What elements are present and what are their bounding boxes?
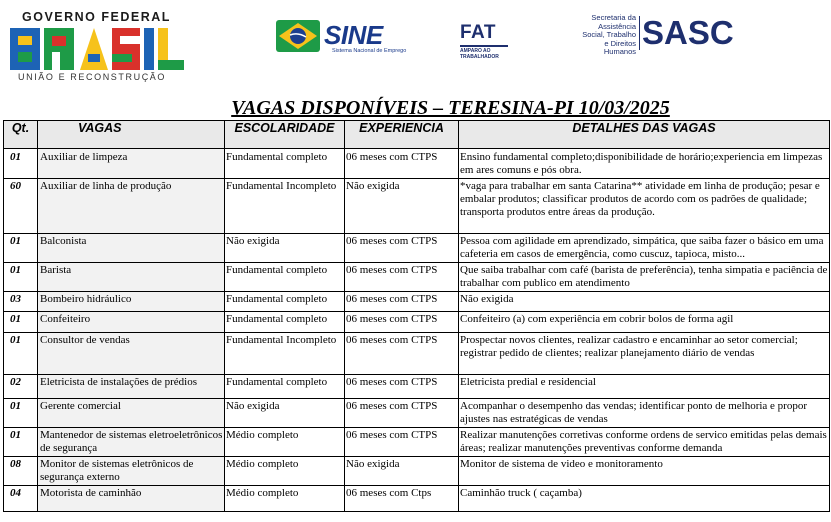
cell-vaga: Mantenedor de sistemas eletroeletrônicos de segurança	[38, 428, 225, 457]
table-row	[4, 292, 830, 312]
cell-vaga: Auxiliar de limpeza	[38, 149, 225, 179]
table-row	[4, 428, 830, 457]
table-row	[4, 179, 830, 234]
cell-qt: 01	[4, 428, 38, 457]
table-row	[4, 399, 830, 428]
header-escolaridade: ESCOLARIDADE	[225, 121, 345, 149]
cell-escolaridade: Não exigida	[225, 399, 345, 428]
sasc-divider	[639, 16, 640, 50]
cell-experiencia: 06 meses com CTPS	[345, 149, 459, 179]
cell-escolaridade: Fundamental completo	[225, 375, 345, 399]
cell-qt: 08	[4, 457, 38, 486]
table-row	[4, 149, 830, 179]
cell-escolaridade: Fundamental Incompleto	[225, 179, 345, 234]
cell-experiencia: 06 meses com CTPS	[345, 292, 459, 312]
fat-divider	[460, 45, 508, 47]
cell-detalhes: Acompanhar o desempenho das vendas; identificar ponto de melhoria e propor ajustes nas estratégicas de vendas	[459, 399, 830, 428]
cell-escolaridade: Não exigida	[225, 234, 345, 263]
fat-wordmark: FAT	[460, 22, 496, 43]
sasc-wordmark: SASC	[642, 14, 734, 51]
cell-escolaridade: Médio completo	[225, 486, 345, 512]
page-title: VAGAS DISPONÍVEIS – TERESINA-PI 10/03/2025	[231, 97, 670, 119]
cell-qt: 02	[4, 375, 38, 399]
cell-escolaridade: Fundamental Incompleto	[225, 333, 345, 375]
sasc-logo	[576, 14, 736, 54]
cell-experiencia: 06 meses com CTPS	[345, 333, 459, 375]
cell-qt: 01	[4, 234, 38, 263]
table-row	[4, 457, 830, 486]
cell-escolaridade: Fundamental completo	[225, 263, 345, 292]
cell-experiencia: 06 meses com Ctps	[345, 486, 459, 512]
fat-subtitle: AMPARO AO TRABALHADOR	[460, 48, 499, 60]
cell-qt: 01	[4, 263, 38, 292]
cell-experiencia: Não exigida	[345, 179, 459, 234]
cell-escolaridade: Fundamental completo	[225, 312, 345, 333]
cell-vaga: Consultor de vendas	[38, 333, 225, 375]
brasil-wordmark-icon	[8, 26, 188, 72]
cell-detalhes: Pessoa com agilidade em aprendizado, simpática, que saiba fazer o básico em uma cafeteria em casos de emergência, como cuscuz, tapioca, misto...	[459, 234, 830, 263]
cell-detalhes: Ensino fundamental completo;disponibilidade de horário;experiencia em limpezas em ares comuns e pós obra.	[459, 149, 830, 179]
cell-qt: 60	[4, 179, 38, 234]
cell-detalhes: Caminhão truck ( caçamba)	[459, 486, 830, 512]
cell-experiencia: 06 meses com CTPS	[345, 312, 459, 333]
cell-escolaridade: Médio completo	[225, 428, 345, 457]
cell-detalhes: Confeiteiro (a) com experiência em cobrir bolos de forma agil	[459, 312, 830, 333]
cell-experiencia: 06 meses com CTPS	[345, 428, 459, 457]
cell-experiencia: 06 meses com CTPS	[345, 375, 459, 399]
cell-detalhes: Realizar manutenções corretivas conforme ordens de servico emitidas pelas demais áreas; realizar manutenções preventivas conforme demanda	[459, 428, 830, 457]
cell-vaga: Auxiliar de linha de produção	[38, 179, 225, 234]
header-vagas: VAGAS	[38, 121, 225, 149]
table-row	[4, 234, 830, 263]
cell-detalhes: Que saiba trabalhar com café (barista de preferência), tenha simpatia e paciência de trabalhar com publico em atendimento	[459, 263, 830, 292]
cell-detalhes: Não exigida	[459, 292, 830, 312]
cell-escolaridade: Fundamental completo	[225, 149, 345, 179]
table-row	[4, 312, 830, 333]
cell-qt: 01	[4, 149, 38, 179]
governo-federal-logo	[8, 10, 188, 82]
cell-vaga: Eletricista de instalações de prédios	[38, 375, 225, 399]
cell-detalhes: Monitor de sistema de video e monitoramento	[459, 457, 830, 486]
cell-vaga: Confeiteiro	[38, 312, 225, 333]
cell-qt: 03	[4, 292, 38, 312]
brazil-flag-icon	[276, 20, 320, 52]
cell-escolaridade: Fundamental completo	[225, 292, 345, 312]
cell-vaga: Bombeiro hidráulico	[38, 292, 225, 312]
gov-top-text: GOVERNO FEDERAL	[22, 10, 171, 24]
cell-experiencia: 06 meses com CTPS	[345, 399, 459, 428]
cell-vaga: Barista	[38, 263, 225, 292]
cell-qt: 01	[4, 399, 38, 428]
gov-bottom-text: UNIÃO E RECONSTRUÇÃO	[18, 72, 167, 82]
cell-qt: 01	[4, 312, 38, 333]
header-detalhes: DETALHES DAS VAGAS	[459, 121, 830, 149]
sasc-secretaria-text: Secretaria da Assistência Social, Trabalho e Direitos Humanos	[582, 13, 636, 56]
table-row	[4, 486, 830, 512]
cell-detalhes: Eletricista predial e residencial	[459, 375, 830, 399]
table-row	[4, 333, 830, 375]
table-row	[4, 375, 830, 399]
cell-detalhes: Prospectar novos clientes, realizar cadastro e encaminhar ao setor comercial; registrar pedido de clientes; realizar planejamento diário de vendas	[459, 333, 830, 375]
fat-logo	[460, 22, 514, 60]
cell-qt: 04	[4, 486, 38, 512]
cell-qt: 01	[4, 333, 38, 375]
cell-escolaridade: Médio completo	[225, 457, 345, 486]
sine-subtitle: Sistema Nacional de Emprego	[332, 48, 407, 54]
cell-detalhes: *vaga para trabalhar em santa Catarina** atividade em linha de produção; pesar e embalar produtos; classificar produtos de acordo com os padrões de qualidade; transporta produtos entre áreas da produção.	[459, 179, 830, 234]
header-qt: Qt.	[4, 121, 38, 149]
vagas-table	[3, 120, 830, 512]
header-experiencia: EXPERIENCIA	[345, 121, 459, 149]
sine-logo	[276, 20, 426, 54]
cell-experiencia: Não exigida	[345, 457, 459, 486]
cell-vaga: Motorista de caminhão	[38, 486, 225, 512]
cell-experiencia: 06 meses com CTPS	[345, 234, 459, 263]
table-header-row	[4, 121, 830, 149]
cell-vaga: Gerente comercial	[38, 399, 225, 428]
cell-vaga: Balconista	[38, 234, 225, 263]
cell-vaga: Monitor de sistemas eletrônicos de segurança externo	[38, 457, 225, 486]
cell-experiencia: 06 meses com CTPS	[345, 263, 459, 292]
table-row	[4, 263, 830, 292]
sine-wordmark: SINE	[324, 20, 383, 50]
